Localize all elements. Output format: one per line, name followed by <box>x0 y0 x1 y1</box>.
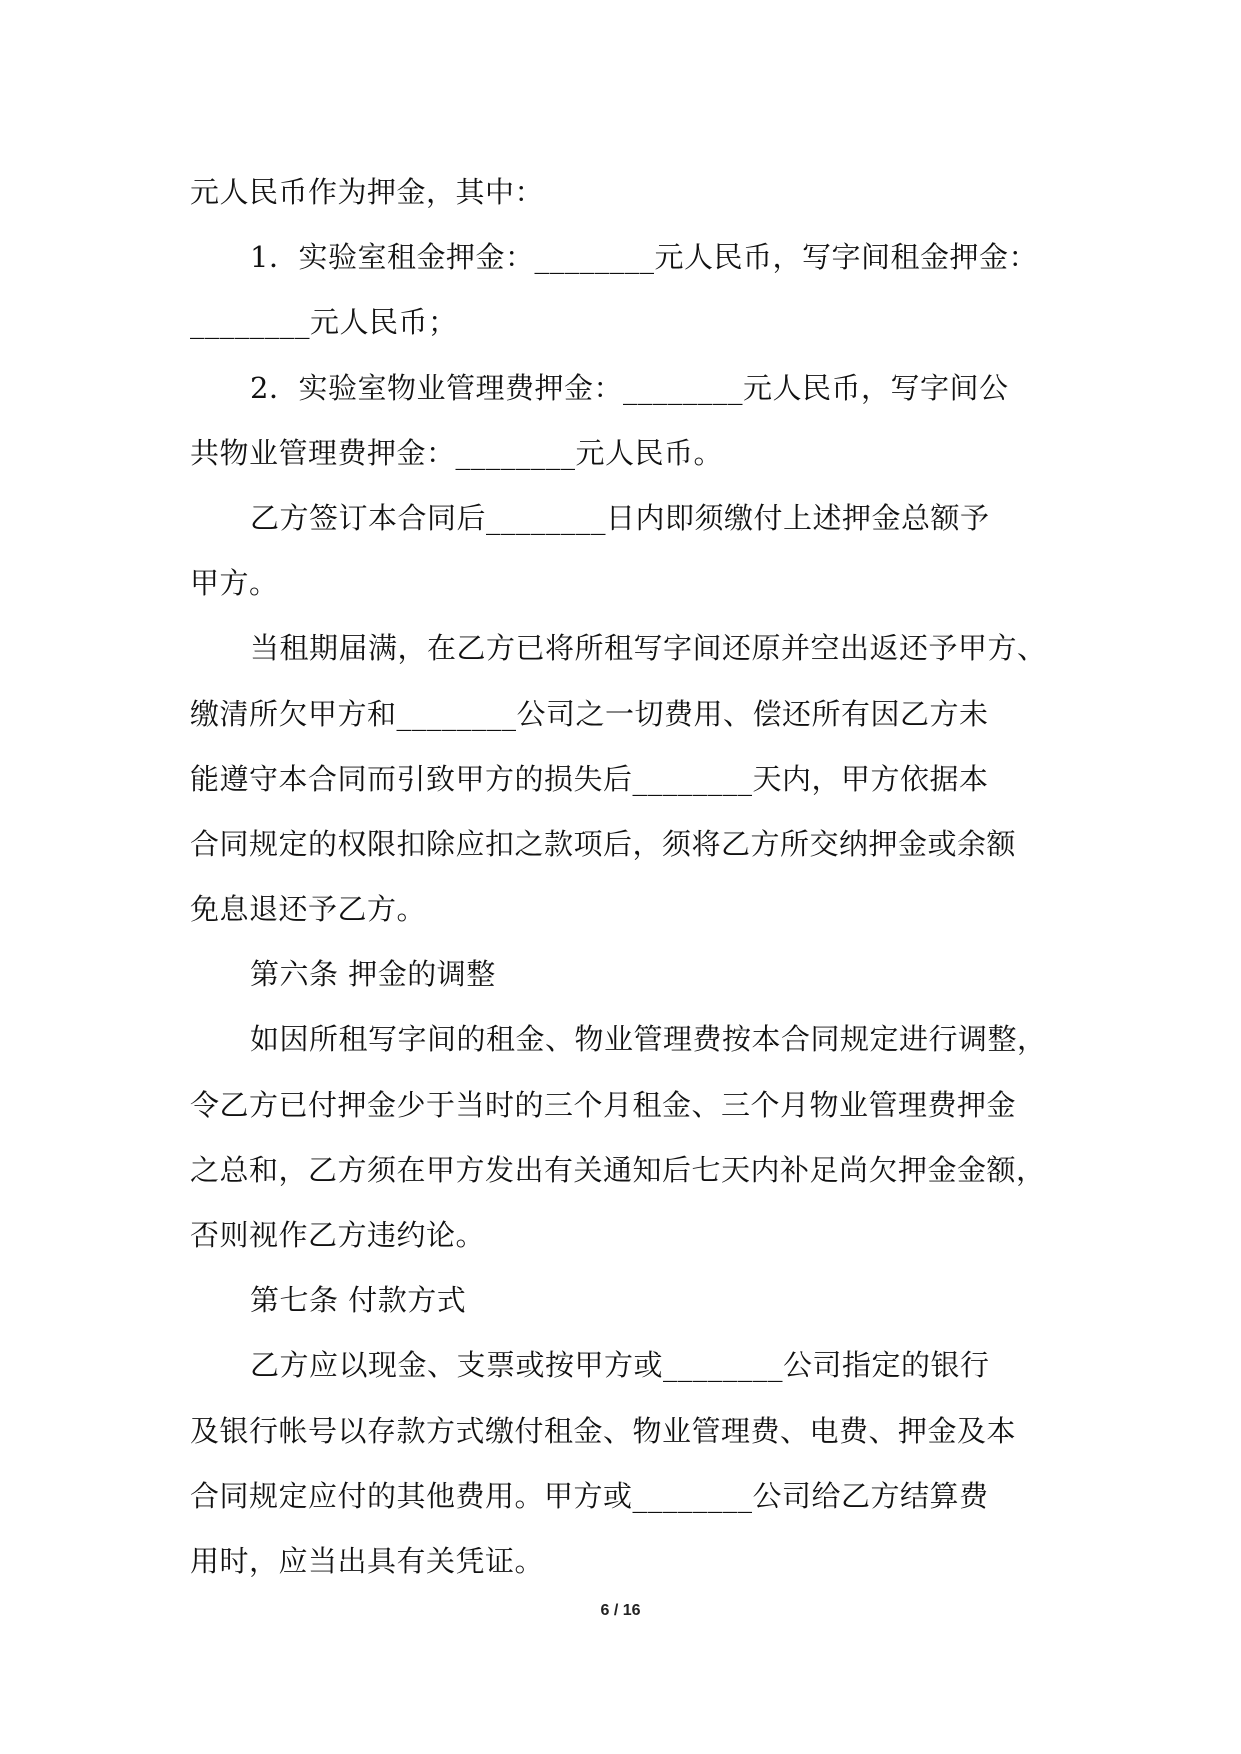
text-line: 免息退还予乙方。 <box>190 892 427 927</box>
text-line: 合同规定应付的其他费用。甲方或________公司给乙方结算费 <box>190 1478 989 1513</box>
text-line: 用时，应当出具有关凭证。 <box>190 1543 545 1578</box>
article-6-heading: 第六条 押金的调整 <box>250 957 496 992</box>
text-line: 合同规定的权限扣除应扣之款项后，须将乙方所交纳押金或余额 <box>190 826 1017 861</box>
text-line: 共物业管理费押金：________元人民币。 <box>190 435 724 470</box>
deposit-item-1: 1．实验室租金押金：________元人民币，写字间租金押金： <box>250 240 1038 275</box>
page-number: 6 / 16 <box>600 1602 641 1619</box>
contract-body <box>190 160 1060 1594</box>
paragraph-start: 乙方应以现金、支票或按甲方或________公司指定的银行 <box>250 1348 990 1383</box>
text-line: 能遵守本合同而引致甲方的损失后________天内，甲方依据本 <box>190 761 989 796</box>
text-line: 之总和，乙方须在甲方发出有关通知后七天内补足尚欠押金金额， <box>190 1152 1046 1187</box>
text-line: 缴清所欠甲方和________公司之一切费用、偿还所有因乙方未 <box>190 696 989 731</box>
text-line: 元人民币作为押金，其中： <box>190 175 545 209</box>
paragraph-start: 如因所租写字间的租金、物业管理费按本合同规定进行调整， <box>250 1022 1047 1057</box>
deposit-item-2: 2．实验室物业管理费押金：________元人民币，写字间公 <box>250 370 1009 405</box>
paragraph-start: 当租期届满，在乙方已将所租写字间还原并空出返还予甲方、 <box>250 631 1047 666</box>
paragraph-start: 乙方签订本合同后________日内即须缴付上述押金总额予 <box>250 500 990 535</box>
text-line: 令乙方已付押金少于当时的三个月租金、三个月物业管理费押金 <box>190 1087 1017 1122</box>
text-line: 及银行帐号以存款方式缴付租金、物业管理费、电费、押金及本 <box>190 1413 1017 1448</box>
text-line: ________元人民币； <box>190 305 458 340</box>
text-line: 否则视作乙方违约论。 <box>190 1218 486 1252</box>
article-7-heading: 第七条 付款方式 <box>250 1283 467 1318</box>
text-line: 甲方。 <box>190 566 279 601</box>
